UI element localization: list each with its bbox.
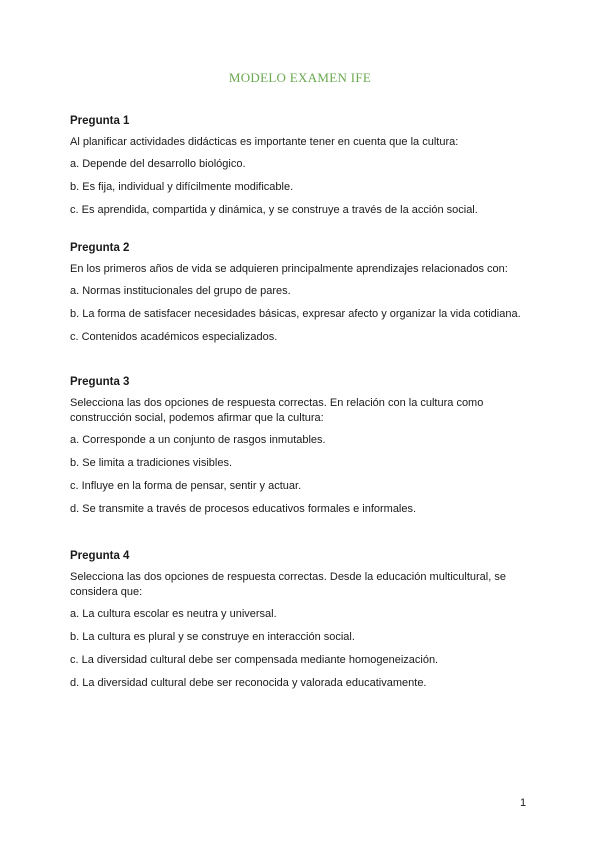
document-title: MODELO EXAMEN IFE [228,70,372,85]
question-2 [70,241,540,353]
answer-option: a. Corresponde a un conjunto de rasgos inmutables. [70,434,326,446]
question-prompt: Selecciona las dos opciones de respuesta correctas. En relación con la cultura como construcción social, podemos afirmar que la cultura: [70,397,484,424]
answer-option: b. La forma de satisfacer necesidades básicas, expresar afecto y organizar la vida cotidiana. [70,308,521,320]
question-heading: Pregunta 3 [70,376,130,388]
answer-options [70,607,540,691]
answer-option: c. Contenidos académicos especializados. [70,331,278,343]
question-heading: Pregunta 4 [70,550,130,562]
question-4 [70,549,540,699]
question-3 [70,375,540,525]
answer-option: c. Influye en la forma de pensar, sentir y actuar. [70,480,302,492]
answer-option: b. La cultura es plural y se construye en interacción social. [70,631,355,643]
question-prompt: En los primeros años de vida se adquieren principalmente aprendizajes relacionados con: [70,263,508,275]
question-1 [70,114,540,226]
answer-option: a. Normas institucionales del grupo de pares. [70,285,291,297]
answer-options [70,433,540,517]
answer-option: c. Es aprendida, compartida y dinámica, y se construye a través de la acción social. [70,204,478,216]
page-number: 1 [520,797,527,809]
answer-option: d. La diversidad cultural debe ser reconocida y valorada educativamente. [70,677,427,689]
answer-options [70,157,540,218]
answer-option: d. Se transmite a través de procesos educativos formales e informales. [70,503,417,515]
answer-option: b. Se limita a tradiciones visibles. [70,457,233,469]
answer-option: c. La diversidad cultural debe ser compensada mediante homogeneización. [70,654,439,666]
question-prompt: Selecciona las dos opciones de respuesta correctas. Desde la educación multicultural, se considera que: [70,571,506,598]
question-prompt: Al planificar actividades didácticas es importante tener en cuenta que la cultura: [70,136,459,148]
question-heading: Pregunta 2 [70,242,130,254]
answer-option: a. Depende del desarrollo biológico. [70,158,246,170]
answer-options [70,284,540,345]
answer-option: b. Es fija, individual y difícilmente modificable. [70,181,294,193]
question-heading: Pregunta 1 [70,115,130,127]
answer-option: a. La cultura escolar es neutra y universal. [70,608,277,620]
